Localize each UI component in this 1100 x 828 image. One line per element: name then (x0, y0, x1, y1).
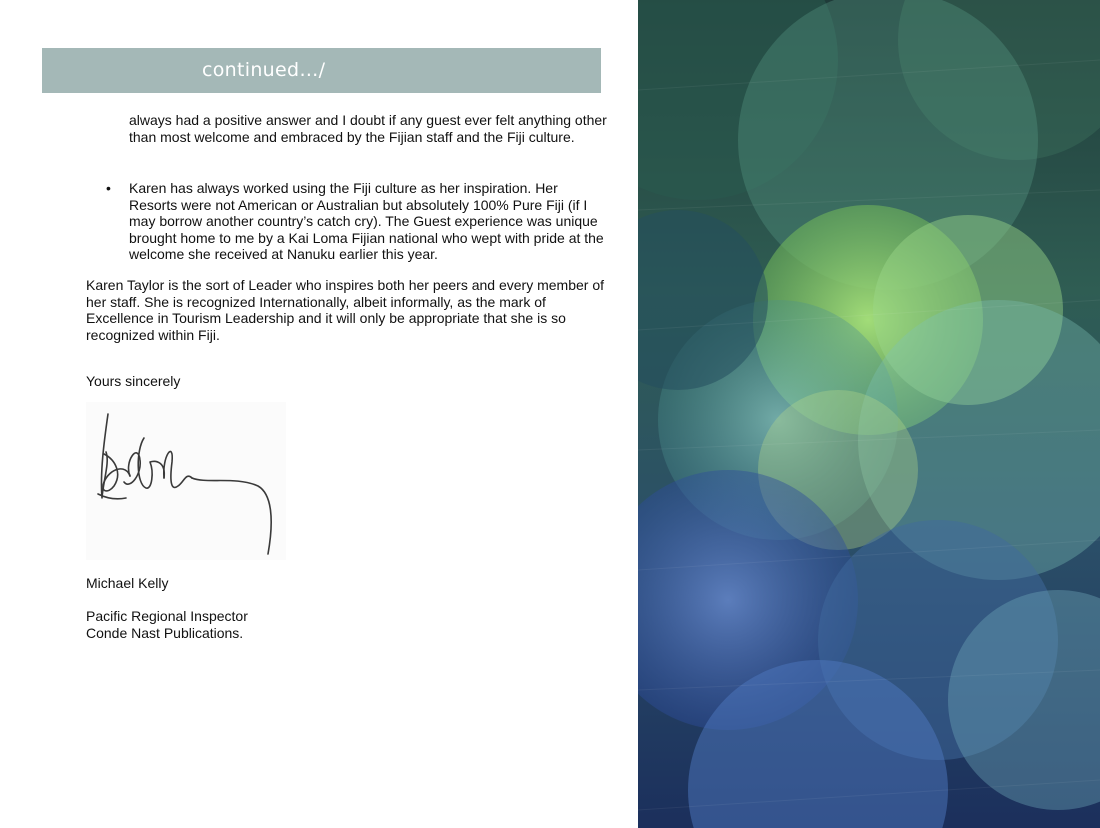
signer-title-line1: Pacific Regional Inspector (86, 608, 248, 624)
signature-image (86, 402, 286, 560)
bullet-paragraph: Karen has always worked using the Fiji culture as her inspiration. Her Resorts were not American or Australian but absolutely 100% Pure Fiji (if I may borrow another country’s catch cry). The Guest experience was unique brought home to me by a Kai Loma Fijian national who wept with pride at the welcome she received at Nanuku earlier this year. (129, 180, 604, 263)
signer-title-line2: Conde Nast Publications. (86, 625, 244, 641)
sign-off: Yours sincerely (86, 373, 181, 389)
continued-paragraph: always had a positive answer and I doubt if any guest ever felt anything other than most welcome and embraced by the Fijian staff and the Fiji culture. (129, 112, 607, 145)
bullet-marker: • (106, 180, 111, 196)
signer-name: Michael Kelly (86, 575, 169, 591)
continued-banner (42, 48, 601, 93)
decorative-abstract-artwork (638, 0, 1100, 828)
closing-paragraph: Karen Taylor is the sort of Leader who inspires both her peers and every member of her staff. She is recognized Internationally, albeit informally, as the mark of Excellence in Tourism Leadership and it will only be appropriate that she is so recognized within Fiji. (86, 277, 605, 343)
banner-text: continued…/ (202, 59, 326, 81)
